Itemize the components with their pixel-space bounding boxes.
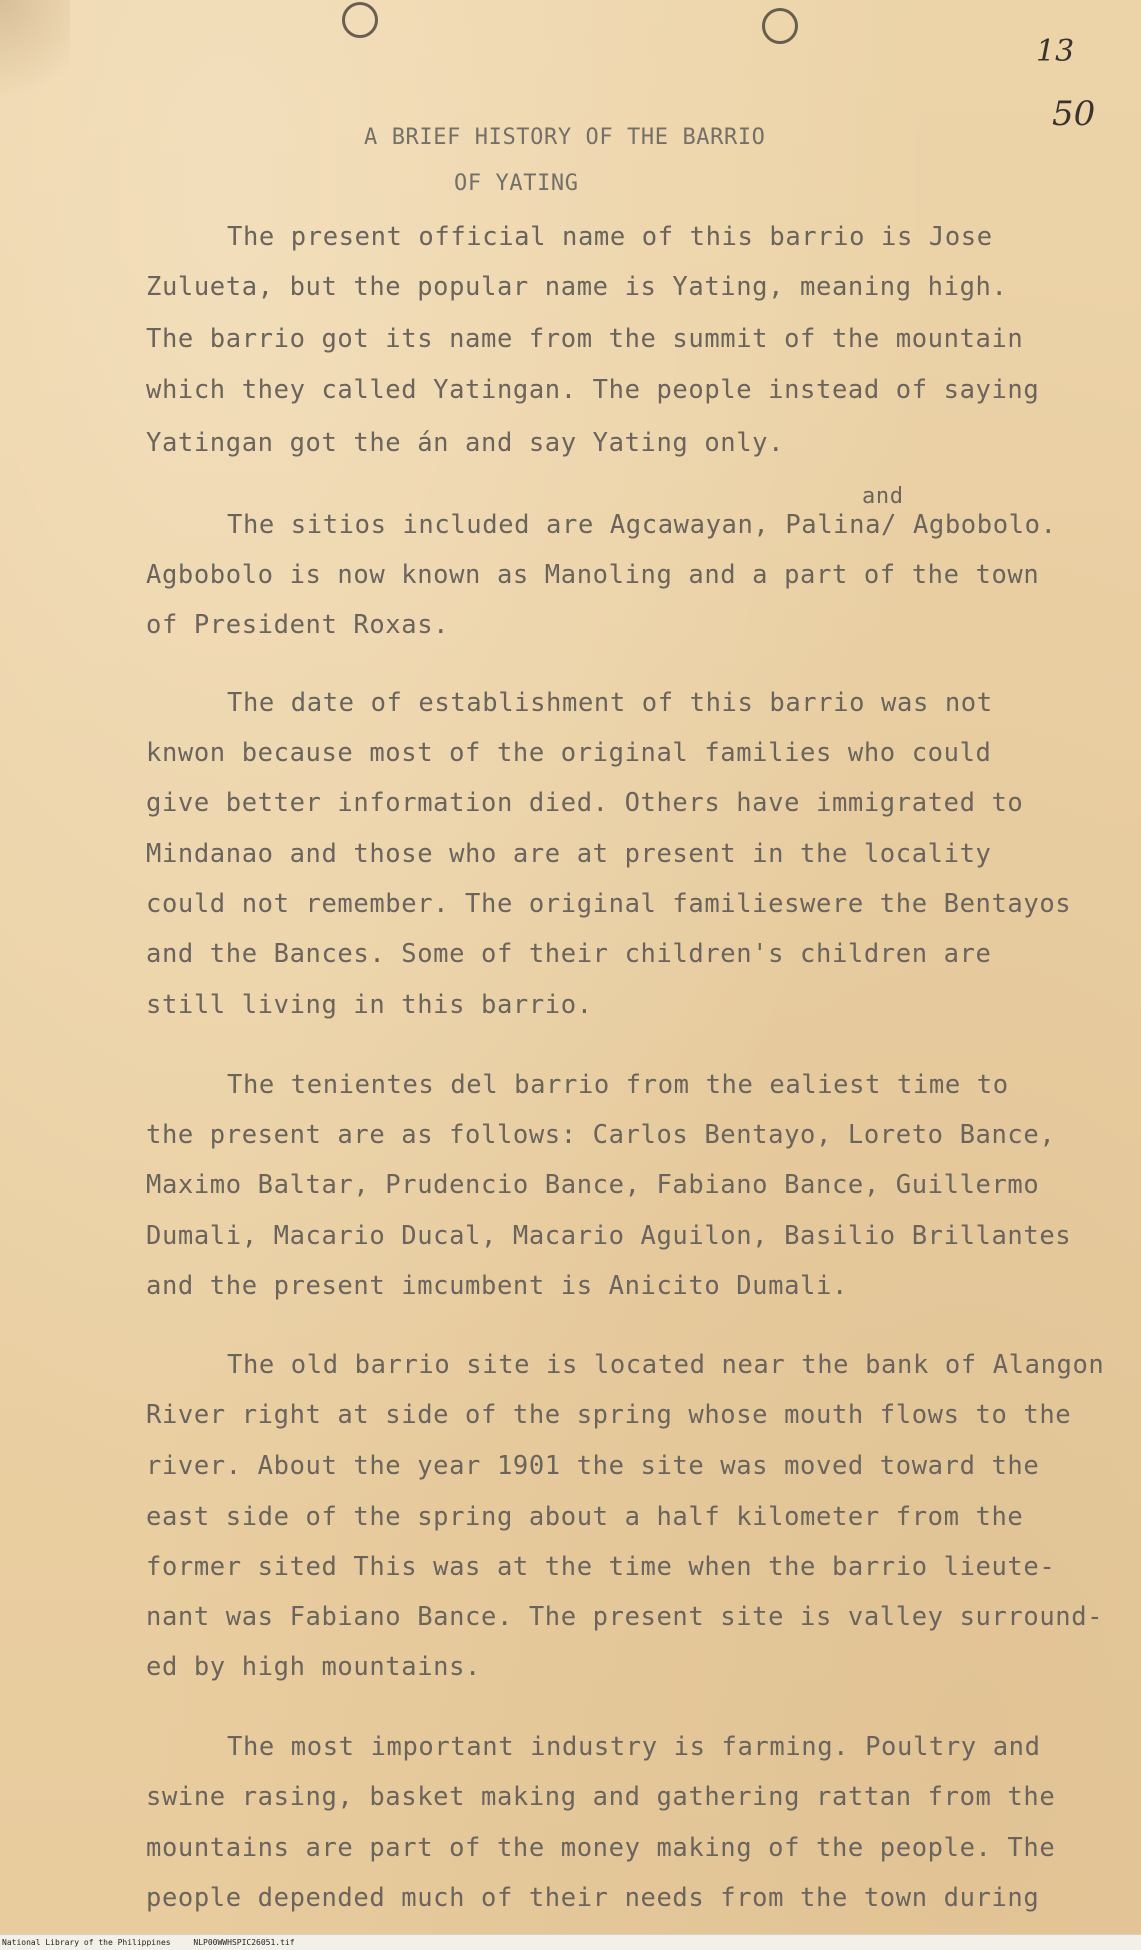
- paragraph-line: The old barrio site is located near the bank of Alangon: [227, 1350, 1105, 1380]
- paragraph-line: give better information died. Others have immigrated to: [146, 788, 1024, 818]
- paragraph-line: The date of establishment of this barrio was not: [227, 688, 993, 718]
- paragraph-line: The barrio got its name from the summit of the mountain: [146, 324, 1024, 354]
- paragraph-line: Yatingan got the án and say Yating only.: [146, 428, 785, 458]
- binding-hole-right: [762, 8, 798, 44]
- paragraph-line: still living in this barrio.: [146, 990, 593, 1020]
- paragraph-line: Zulueta, but the popular name is Yating, meaning high.: [146, 272, 1008, 302]
- binding-hole-left: [342, 2, 378, 38]
- archive-footer: [0, 1934, 1141, 1950]
- paragraph-line: Dumali, Macario Ducal, Macario Aguilon, Basilio Brillantes: [146, 1221, 1072, 1251]
- paragraph-line: nant was Fabiano Bance. The present site is valley surround-: [146, 1602, 1104, 1632]
- typed-insertion-and: and: [862, 484, 904, 509]
- paragraph-line: swine rasing, basket making and gathering rattan from the: [146, 1782, 1056, 1812]
- paragraph-line: Maximo Baltar, Prudencio Bance, Fabiano Bance, Guillermo: [146, 1170, 1040, 1200]
- paragraph-line: east side of the spring about a half kilometer from the: [146, 1502, 1024, 1532]
- paragraph-line: which they called Yatingan. The people instead of saying: [146, 375, 1040, 405]
- paragraph-line: Agbobolo is now known as Manoling and a part of the town: [146, 560, 1040, 590]
- paragraph-line: The tenientes del barrio from the ealiest time to: [227, 1070, 1009, 1100]
- document-title-line-2: OF YATING: [454, 171, 579, 196]
- paragraph-line: Mindanao and those who are at present in the locality: [146, 839, 992, 869]
- paragraph-line: The sitios included are Agcawayan, Palina/ Agbobolo.: [227, 510, 1057, 540]
- paragraph-line: river. About the year 1901 the site was moved toward the: [146, 1451, 1040, 1481]
- paragraph-line: The present official name of this barrio is Jose: [227, 222, 993, 252]
- paragraph-line: River right at side of the spring whose mouth flows to the: [146, 1400, 1072, 1430]
- paragraph-line: and the present imcumbent is Anicito Dumali.: [146, 1271, 848, 1301]
- document-title-line-1: A BRIEF HISTORY OF THE BARRIO: [364, 125, 766, 150]
- paragraph-line: and the Bances. Some of their children's children are: [146, 939, 992, 969]
- handwritten-page-number: 13: [1036, 34, 1075, 69]
- footer-institution: National Library of the Philippines: [2, 1938, 171, 1947]
- paragraph-line: mountains are part of the money making of the people. The: [146, 1833, 1056, 1863]
- paragraph-line: of President Roxas.: [146, 610, 450, 640]
- paragraph-line: could not remember. The original familieswere the Bentayos: [146, 889, 1072, 919]
- paragraph-line: former sited This was at the time when the barrio lieute-: [146, 1552, 1056, 1582]
- paragraph-line: ed by high mountains.: [146, 1652, 481, 1682]
- paragraph-line: people depended much of their needs from the town during: [146, 1883, 1040, 1913]
- handwritten-page-number-secondary: 50: [1052, 94, 1096, 134]
- footer-file-id: NLP00WWHSPIC26051.tif: [193, 1938, 295, 1947]
- paragraph-line: the present are as follows: Carlos Bentayo, Loreto Bance,: [146, 1120, 1056, 1150]
- paper-stain: [0, 0, 70, 120]
- paragraph-line: knwon because most of the original families who could: [146, 738, 992, 768]
- paragraph-line: The most important industry is farming. Poultry and: [227, 1732, 1041, 1762]
